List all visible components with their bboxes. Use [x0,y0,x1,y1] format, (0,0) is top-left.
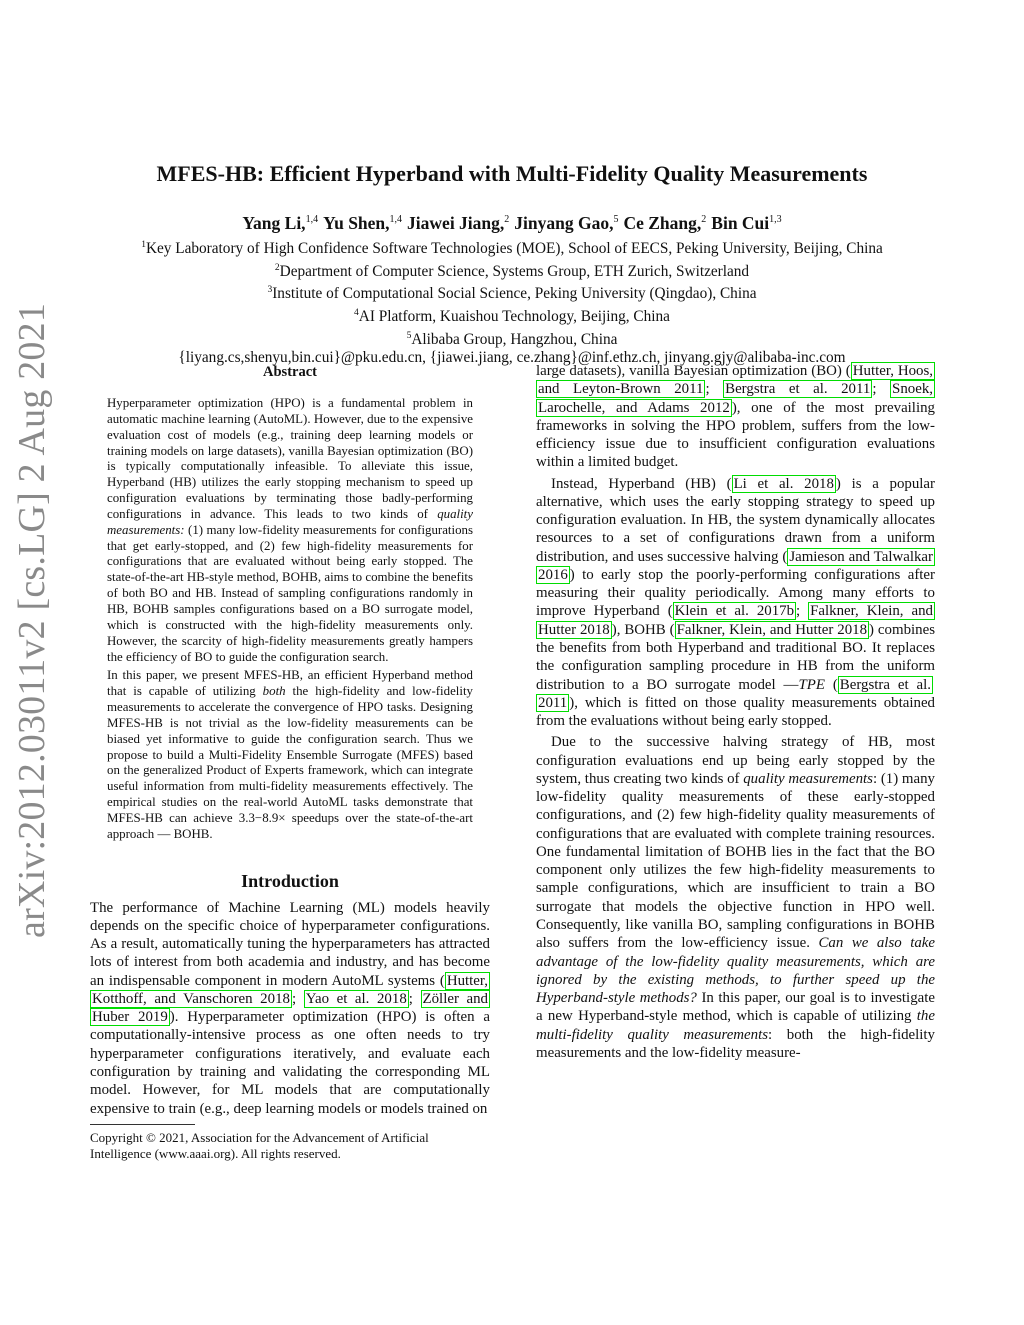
citation-link[interactable]: Zöller and Huber 2019 [92,990,488,1026]
citation-link[interactable]: Falkner, Klein, and Hutter 2018 [676,621,868,638]
text-run: ), which is fitted on those quality measurements obtained from the evaluations without being early stopped. [536,694,935,730]
emphasis-text: Can we also take advantage of the low-fidelity quality measurements, which are ignored by the existing methods, to further speed up the Hyperband-style methods? [536,935,935,1007]
citation-link[interactable]: Hutter, Kotthoff, and Vanschoren 2018 [92,972,488,1007]
text-run: ; [872,381,891,398]
text-run: ). Hyperparameter optimization (HPO) is often a computationally-intensive process as one often needs to try hyperparameter configurations iteratively, and evaluate each configuration by training and validating the corresponding ML model. However, for ML models that are computationally expensive to train (e.g., deep learning models or models trained on [90,1009,491,1117]
author-affiliation-mark: 1,3 [769,214,782,225]
text-run: ) to early stop the poorly-performing configurations after measuring their quality periodically. Among many efforts to improve Hyperband ( [536,566,935,620]
body-paragraph [536,733,935,1062]
introduction-body-right [536,362,935,1062]
text-run: large datasets), vanilla Bayesian optimization (BO) ( [536,363,851,379]
introduction-body-left [90,899,490,1118]
arxiv-stamp: arXiv:2012.03011v2 [cs.LG] 2 Aug 2021 [11,302,53,938]
body-paragraph [536,362,935,472]
author-affiliation-mark: 1,4 [389,214,403,225]
author-name: Bin Cui$^{1,3}$ [711,212,782,233]
author-emails: {liyang.cs,shenyu,bin.cui}@pku.edu.cn, {jiawei.jiang, ce.zhang}@inf.ethz.ch, jinyang.gjy@alibaba-inc.com [178,349,846,367]
footnote-rule [90,1124,195,1125]
affiliation-text: Key Laboratory of High Confidence Software Technologies (MOE), School of EECS, Peking University, Beijing, China [145,240,883,258]
affiliation-line [60,281,964,304]
citation-link[interactable]: Snoek, Larochelle, and Adams 2012 [538,381,933,416]
author-affiliation-mark: 2 [701,214,707,225]
abstract-body [107,396,473,843]
text-run: Due to the successive halving strategy of HB, most configuration evaluations end up being early stopped by the system, thus creating two kinds of [536,734,935,787]
affiliation-text: AI Platform, Kuaishou Technology, Beijing, China [358,308,670,326]
author-name: Jiawei Jiang,$^2$ [407,212,510,233]
body-paragraph [90,899,490,1118]
text-run: ( [824,676,838,693]
citation-link[interactable]: Falkner, Klein, and Hutter 2018 [538,603,933,638]
author-list [60,207,964,236]
text-run: ; [291,990,304,1007]
text-run: ; [408,990,421,1007]
author-affiliation-mark: 2 [504,214,510,225]
emphasis-text: quality measurements [743,770,873,787]
abstract-heading: Abstract [263,364,317,380]
text-run: ; [705,381,724,398]
copyright-footnote: Copyright © 2021, Association for the Advancement of Artificial Intelligence (www.aaai.org). All rights reserved. [90,1129,429,1161]
affiliation-mark: 2 [274,262,280,273]
affiliation-line [60,236,964,259]
affiliation-mark: 5 [406,330,412,341]
introduction-heading: Introduction [241,870,339,891]
text-run: ; [796,603,809,620]
abstract-paragraph [107,396,473,665]
citation-link[interactable]: Bergstra et al. 2011 [725,381,871,398]
text-run: the high-fidelity and low-fidelity measurements to accelerate the convergence of HPO tasks. Designing MFES-HB is not trivial as the low-fidelity measurements can be biased yet informative to guide the configuration search. Thus we propose to build a Multi-Fidelity Ensemble Surrogate (MFES) based on the generalized Product of Experts framework, which can integrate useful information from multi-fidelity measurements effectively. The empirical studies on the real-world AutoML tasks demonstrate that MFES-HB can achieve 3.3−8.9× speedups over the state-of-the-art approach — BOHB. [107,684,473,841]
text-run: ), one of the most prevailing frameworks in solving the HPO problem, suffers from the low-efficiency issue due to insufficient configuration evaluations within a limited budget. [536,399,935,471]
citation-link[interactable]: Hutter, Hoos, and Leyton-Brown 2011 [538,363,933,398]
emphasis-text: the multi-fidelity quality measurements [536,1008,935,1043]
affiliation-text: Alibaba Group, Hangzhou, China [411,330,618,348]
text-run: In this paper, we present MFES-HB, an efficient Hyperband method that is capable of utilizing [107,668,473,699]
author-affiliation-mark: 5 [613,214,619,225]
paper-title: MFES-HB: Efficient Hyperband with Multi-Fidelity Quality Measurements [156,161,868,186]
text-run: Instead, Hyperband (HB) ( [551,475,732,492]
text-run: : (1) many low-fidelity quality measurements of these early-stopped configurations, and (2) few high-fidelity quality measurements of configurations that are evaluated with complete training resources. One fundamental limitation of BOHB lies in the fact that the BO component only utilizes the few high-fidelity measurements to sample configurations, which are insufficient to train a BO surrogate that models the objective function in HPO well. Consequently, like vanilla BO, sampling configurations in BOHB also suffers from the low-efficiency issue. [536,770,936,952]
text-run: : both the high-fidelity measurements and the low-fidelity measure- [536,1026,935,1061]
text-run: (1) many low-fidelity measurements for configurations that get early-stopped, and (2) few high-fidelity measurements for configurations that are evaluated without being early stopped. The state-of-the-art HB-style method, BOHB, aims to combine the benefits of both BO and HB. Instead of sampling configurations randomly in HB, BOHB samples configurations based on a BO surrogate model, which is constructed with the high-fidelity measurements only. However, the scarcity of high-fidelity measurements greatly hampers the efficiency of BO to guide the configuration search. [107,522,473,664]
affiliation-mark: 4 [354,308,359,319]
affiliation-text: Department of Computer Science, Systems Group, ETH Zurich, Switzerland [279,262,750,280]
affiliation-text: Institute of Computational Social Science, Peking University (Qingdao), China [272,285,757,303]
left-column [90,362,490,1162]
author-affiliation-mark: 1,4 [305,214,319,225]
author-name: Jinyang Gao,$^5$ [514,212,619,233]
affiliation-mark: 1 [141,240,146,250]
affiliation-list [60,236,964,349]
citation-link[interactable]: Klein et al. 2017b [674,603,795,620]
body-paragraph [536,475,935,731]
emphasis-text: both [262,684,286,699]
text-run: Hyperparameter optimization (HPO) is a fundamental problem in automatic machine learning (AutoML). However, due to the expensive evaluation cost of models (e.g., training deep learning models or training models on large datasets), vanilla Bayesian optimization (BO) is typically computationally infeasible. To alleviate this issue, Hyperband (HB) utilizes the early stopping mechanism to speed up configuration evaluations by terminating those badly-performing configurations in advance. This leads to two kinds of [107,396,473,521]
text-run: The performance of Machine Learning (ML) models heavily depends on the specific choice of hyperparameter configurations. As a result, automatically tuning the hyperparameters has attracted lots of interest from both academia and industry, and has become an indispensable component in modern AutoML systems ( [90,899,490,989]
emphasis-text: TPE [798,676,825,693]
text-run: ), BOHB ( [611,621,675,638]
right-column [536,362,935,1062]
author-name: Ce Zhang,$^2$ [623,212,707,233]
citation-link[interactable]: Bergstra et al. 2011 [538,676,931,711]
affiliation-line [60,259,964,282]
text-run: ) combines the benefits from both Hyperband and traditional BO. It replaces the configuration sampling procedure in HB from the uniform distribution to a BO surrogate model — [536,621,935,693]
citation-link[interactable]: Li et al. 2018 [733,475,834,492]
affiliation-line [60,327,964,350]
author-name: Yu Shen,$^{1,4}$ [323,212,403,233]
abstract-paragraph [107,668,473,842]
citation-link[interactable]: Yao et al. 2018 [305,990,407,1007]
text-run: ) is a popular alternative, which uses the early stopping strategy to speed up configuration evaluation. In HB, the system dynamically allocates resources to a set of configurations drawn from a uniform distribution, and uses successive halving ( [536,475,936,565]
affiliation-line [60,304,964,327]
text-run: In this paper, our goal is to investigate a new Hyperband-style method, which is capable of utilizing [536,990,935,1025]
author-name: Yang Li,$^{1,4}$ [242,212,319,233]
affiliations [60,236,964,368]
citation-link[interactable]: Jamieson and Talwalkar 2016 [538,548,933,583]
emphasis-text: quality measurements: [107,506,473,537]
affiliation-mark: 3 [267,285,273,296]
